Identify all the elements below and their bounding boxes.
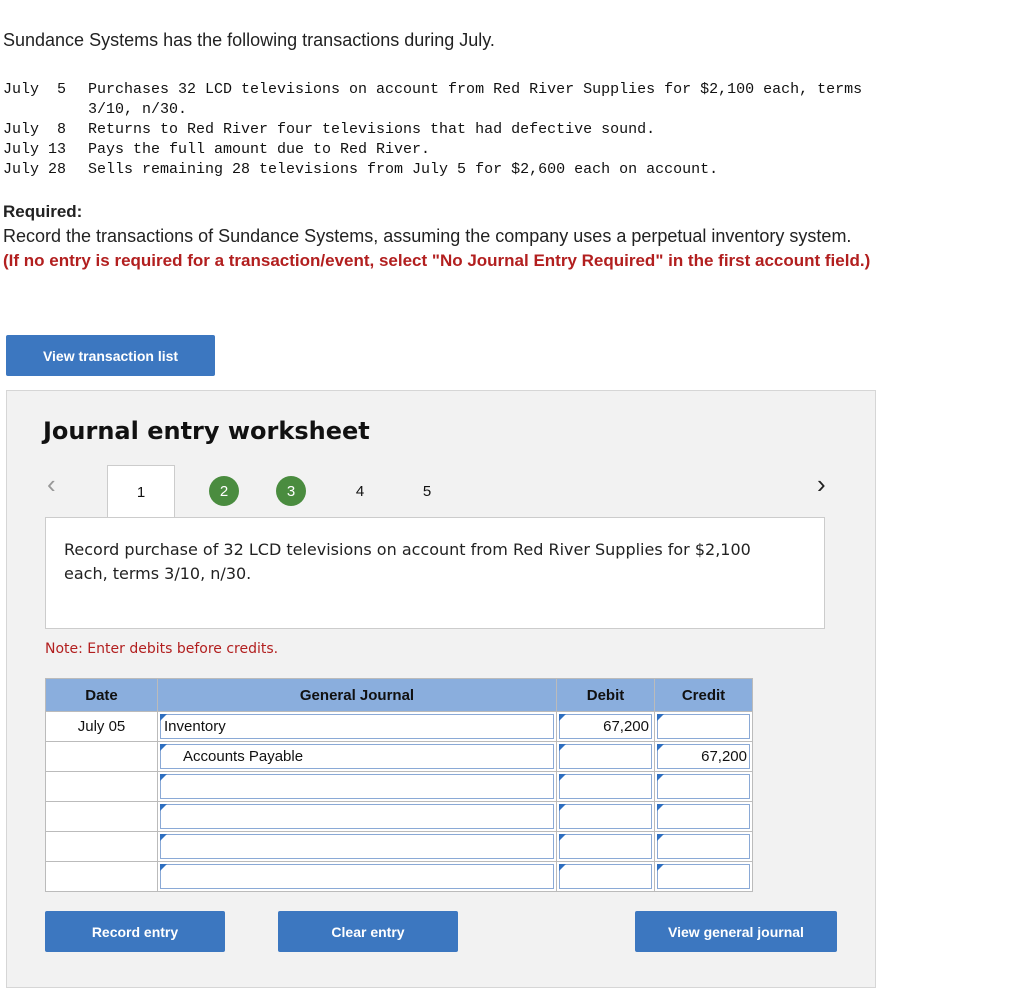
- required-note: (If no entry is required for a transaction/event, select "No Journal Entry Required" in the first account field.): [3, 251, 871, 270]
- tab-4[interactable]: [327, 465, 393, 517]
- date-cell[interactable]: [46, 742, 158, 772]
- journal-entry-worksheet: [6, 390, 876, 988]
- dropdown-flag-icon: [160, 774, 167, 781]
- tab-2[interactable]: [191, 465, 257, 517]
- view-general-journal-button[interactable]: View general journal: [635, 911, 837, 952]
- credit-value: 67,200: [701, 748, 747, 765]
- dropdown-flag-icon: [160, 714, 167, 721]
- dropdown-flag-icon: [657, 744, 664, 751]
- table-row: [46, 772, 753, 802]
- dropdown-flag-icon: [160, 744, 167, 751]
- account-field[interactable]: [160, 774, 554, 799]
- dropdown-flag-icon: [657, 804, 664, 811]
- clear-entry-button[interactable]: Clear entry: [278, 911, 458, 952]
- date-cell[interactable]: [46, 802, 158, 832]
- credit-field[interactable]: [657, 714, 750, 739]
- table-row: [46, 712, 753, 742]
- tab-label: 4: [355, 482, 365, 500]
- transaction-row: [3, 160, 988, 180]
- account-field[interactable]: [160, 834, 554, 859]
- date-cell[interactable]: [46, 772, 158, 802]
- tab-3[interactable]: [258, 465, 324, 517]
- account-value: Accounts Payable: [183, 748, 304, 765]
- column-header-general-journal: General Journal: [158, 679, 557, 712]
- account-field[interactable]: [160, 804, 554, 829]
- table-row: [46, 802, 753, 832]
- credit-field[interactable]: [657, 774, 750, 799]
- transaction-date: July 5: [3, 81, 67, 98]
- table-row: [46, 862, 753, 892]
- credit-field[interactable]: [657, 744, 750, 769]
- transaction-desc: Sells remaining 28 televisions from July 5 for $2,600 each on account.: [88, 161, 719, 178]
- chevron-right-icon[interactable]: ›: [817, 469, 826, 499]
- transaction-list: [3, 80, 988, 180]
- chevron-left-icon[interactable]: ‹: [47, 469, 56, 499]
- dropdown-flag-icon: [657, 714, 664, 721]
- tab-label: 5: [422, 482, 432, 500]
- column-header-debit: Debit: [557, 679, 655, 712]
- table-row: [46, 742, 753, 772]
- transaction-row: [3, 80, 988, 120]
- dropdown-flag-icon: [559, 864, 566, 871]
- table-header-row: [46, 679, 753, 712]
- transaction-row: [3, 140, 988, 160]
- debit-field[interactable]: [559, 834, 652, 859]
- transaction-desc: Returns to Red River four televisions that had defective sound.: [88, 121, 656, 138]
- debit-field[interactable]: [559, 804, 652, 829]
- transaction-description: Record purchase of 32 LCD televisions on account from Red River Supplies for $2,100 each, terms 3/10, n/30.: [64, 540, 751, 583]
- record-entry-button[interactable]: Record entry: [45, 911, 225, 952]
- date-cell[interactable]: [46, 862, 158, 892]
- required-body: Record the transactions of Sundance Systems, assuming the company uses a perpetual inventory system.: [3, 226, 852, 246]
- dropdown-flag-icon: [160, 864, 167, 871]
- debit-field[interactable]: [559, 774, 652, 799]
- dropdown-flag-icon: [559, 774, 566, 781]
- debit-field[interactable]: [559, 864, 652, 889]
- transaction-row: [3, 120, 988, 140]
- dropdown-flag-icon: [160, 834, 167, 841]
- tab-5[interactable]: [394, 465, 460, 517]
- transaction-desc: Pays the full amount due to Red River.: [88, 141, 431, 158]
- tab-complete-badge: 3: [276, 476, 306, 506]
- transaction-date: July 8: [3, 121, 67, 138]
- intro-text: Sundance Systems has the following transactions during July.: [3, 30, 495, 50]
- dropdown-flag-icon: [559, 834, 566, 841]
- account-field[interactable]: [160, 714, 554, 739]
- column-header-credit: Credit: [655, 679, 753, 712]
- dropdown-flag-icon: [160, 804, 167, 811]
- view-transaction-list-button[interactable]: View transaction list: [6, 335, 215, 376]
- journal-table: [45, 678, 753, 892]
- credit-field[interactable]: [657, 834, 750, 859]
- transaction-date: July 28: [3, 161, 67, 178]
- tab-complete-badge: 2: [209, 476, 239, 506]
- credit-field[interactable]: [657, 804, 750, 829]
- table-row: [46, 832, 753, 862]
- dropdown-flag-icon: [657, 774, 664, 781]
- account-field[interactable]: [160, 744, 554, 769]
- dropdown-flag-icon: [657, 864, 664, 871]
- account-value: Inventory: [164, 718, 226, 735]
- tab-label: 1: [136, 483, 146, 501]
- date-cell[interactable]: [46, 832, 158, 862]
- required-heading: Required:: [3, 202, 83, 221]
- transaction-description-box: [45, 517, 825, 629]
- dropdown-flag-icon: [559, 714, 566, 721]
- credit-field[interactable]: [657, 864, 750, 889]
- tab-1[interactable]: [107, 465, 175, 518]
- dropdown-flag-icon: [559, 744, 566, 751]
- dropdown-flag-icon: [559, 804, 566, 811]
- date-cell[interactable]: July 05: [46, 712, 158, 742]
- transaction-desc: Purchases 32 LCD televisions on account from Red River Supplies for $2,100 each, terms 3/10, n/30.: [88, 81, 863, 118]
- account-field[interactable]: [160, 864, 554, 889]
- column-header-date: Date: [46, 679, 158, 712]
- entry-note: Note: Enter debits before credits.: [45, 641, 279, 657]
- debit-value: 67,200: [603, 718, 649, 735]
- debit-field[interactable]: [559, 714, 652, 739]
- transaction-date: July 13: [3, 141, 67, 158]
- dropdown-flag-icon: [657, 834, 664, 841]
- worksheet-title: Journal entry worksheet: [43, 417, 370, 445]
- debit-field[interactable]: [559, 744, 652, 769]
